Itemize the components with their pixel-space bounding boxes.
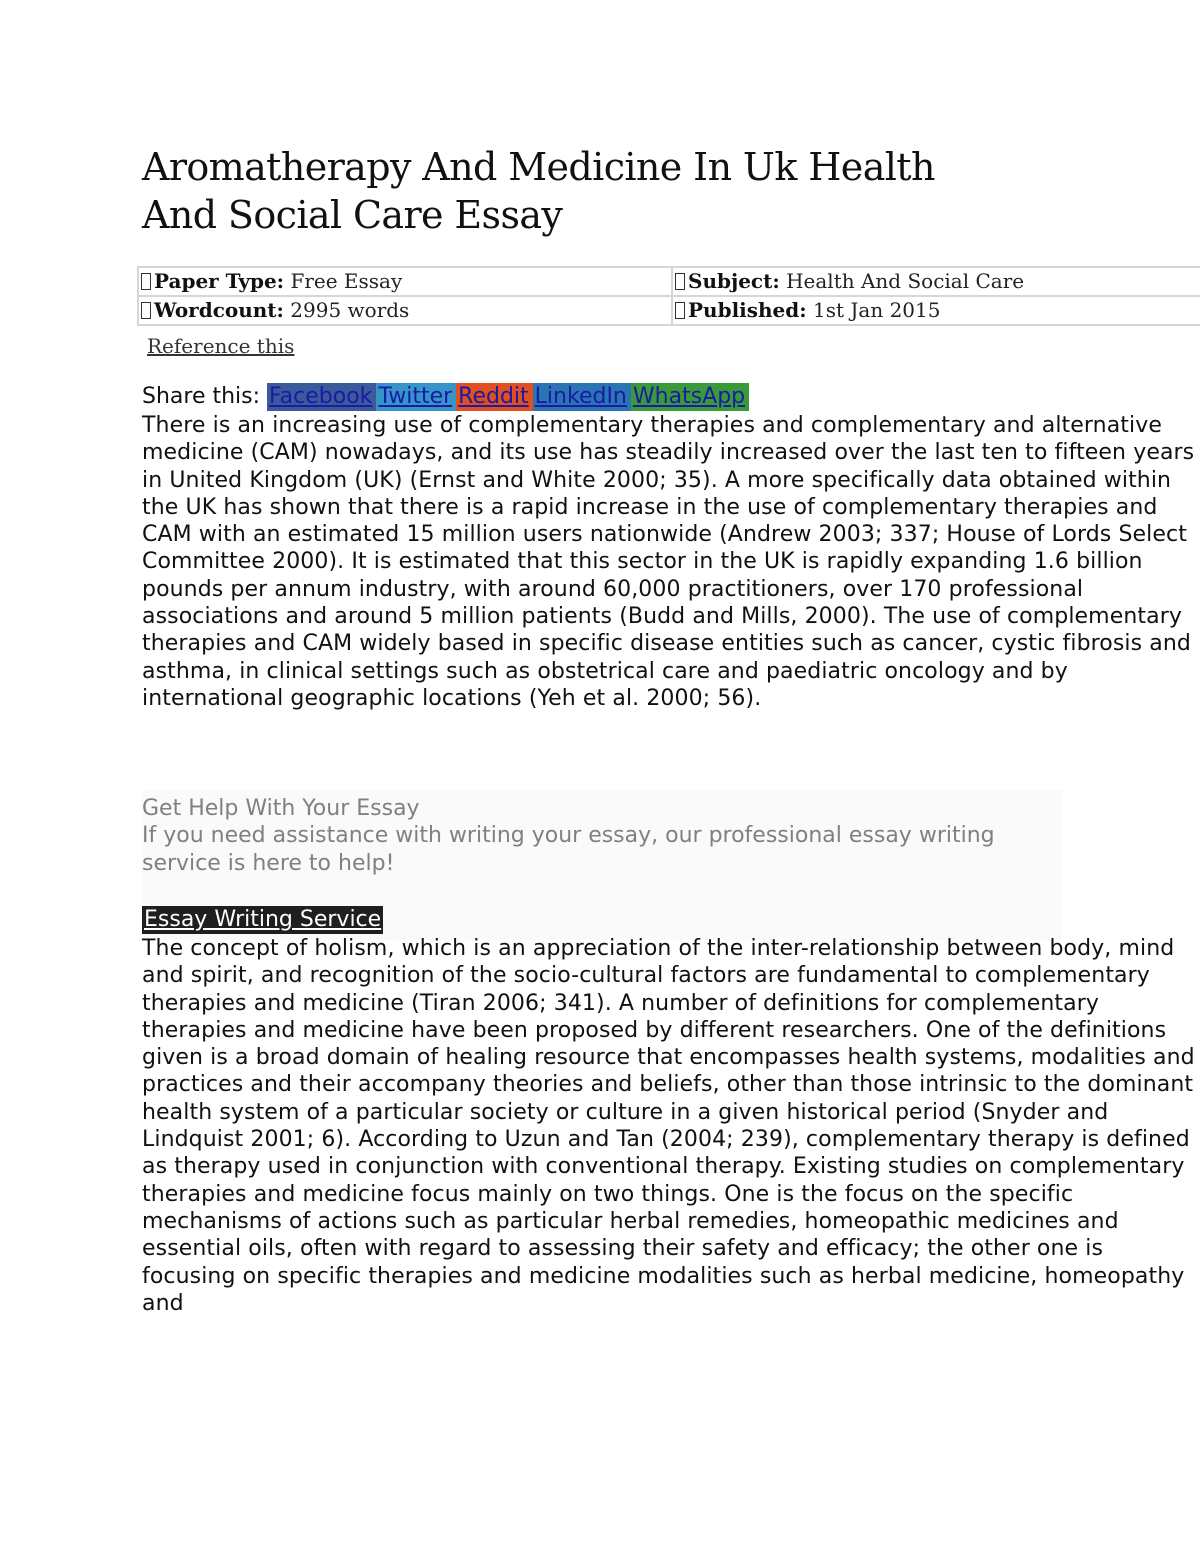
paper-type-value: Free Essay xyxy=(290,269,403,293)
reference-this-link[interactable]: Reference this xyxy=(147,334,295,358)
paragraph-holism: The concept of holism, which is an appreciation of the inter-relationship between body, mind and spirit, and recognition of the socio-cultural factors are fundamental to complementary therapies and medicine (Tiran 2006; 341). A number of definitions for complementary therapies and medicine have been proposed by different researchers. One of the definitions given is a broad domain of healing resource that encompasses health systems, modalities and practices and their accompany theories and beliefs, other than those intrinsic to the dominant health system of a particular society or culture in a given historical period (Snyder and Lindquist 2001; 6). According to Uzun and Tan (2004; 239), complementary therapy is defined as therapy used in conjunction with conventional therapy. Existing studies on complementary therapies and medicine focus mainly on two things. One is the focus on the specific mechanisms of actions such as particular herbal remedies, homeopathic medicines and essential oils, often with regard to assessing their safety and efficacy; the other one is focusing on specific therapies and medicine modalities such as herbal medicine, homeopathy and xyxy=(142,936,1195,1316)
share-whatsapp-link[interactable]: WhatsApp xyxy=(631,383,749,411)
help-callout-title: Get Help With Your Essay xyxy=(142,796,420,821)
missing-glyph-icon xyxy=(675,273,685,290)
share-linkedin-link[interactable]: LinkedIn xyxy=(533,383,631,411)
missing-glyph-icon xyxy=(141,302,151,319)
wordcount-label: Wordcount: xyxy=(154,298,284,322)
paragraph-intro: There is an increasing use of complementary therapies and complementary and alternative medicine (CAM) nowadays, and its use has steadily increased over the last ten to fifteen years in United Kingdom (UK) (Ernst and White 2000; 35). A more specifically data obtained within the UK has shown that there is a rapid increase in the use of complementary therapies and CAM with an estimated 15 million users nationwide (Andrew 2003; 337; House of Lords Select Committee 2000). It is estimated that this sector in the UK is rapidly expanding 1.6 billion pounds per annum industry, with around 60,000 practitioners, over 170 professional associations and around 5 million patients (Budd and Mills, 2000). The use of complementary therapies and CAM widely based in specific disease entities such as cancer, cystic fibrosis and asthma, in clinical settings such as obstetrical care and paediatric oncology and by international geographic locations (Yeh et al. 2000; 56). xyxy=(142,413,1195,711)
wordcount-value: 2995 words xyxy=(290,298,410,322)
share-bar xyxy=(142,383,749,411)
metadata-row xyxy=(138,296,1200,325)
share-twitter-link[interactable]: Twitter xyxy=(376,383,456,411)
paper-type-label: Paper Type: xyxy=(154,269,285,293)
help-callout-text: If you need assistance with writing your essay, our professional essay writing service is here to help! xyxy=(142,823,995,876)
paper-type-cell xyxy=(138,267,672,296)
subject-label: Subject: xyxy=(688,269,780,293)
published-value: 1st Jan 2015 xyxy=(813,298,941,322)
share-reddit-link[interactable]: Reddit xyxy=(456,383,533,411)
subject-value: Health And Social Care xyxy=(786,269,1025,293)
missing-glyph-icon xyxy=(141,273,151,290)
essay-metadata-table xyxy=(137,266,1200,326)
published-cell xyxy=(672,296,1200,325)
missing-glyph-icon xyxy=(675,302,685,319)
subject-cell xyxy=(672,267,1200,296)
metadata-row xyxy=(138,267,1200,296)
page-title: Aromatherapy And Medicine In Uk Health And Social Care Essay xyxy=(142,145,935,237)
essay-writing-service-button[interactable]: Essay Writing Service xyxy=(144,907,382,932)
share-facebook-link[interactable]: Facebook xyxy=(267,383,376,411)
published-label: Published: xyxy=(688,298,807,322)
share-label: Share this: xyxy=(142,384,261,409)
wordcount-cell xyxy=(138,296,672,325)
